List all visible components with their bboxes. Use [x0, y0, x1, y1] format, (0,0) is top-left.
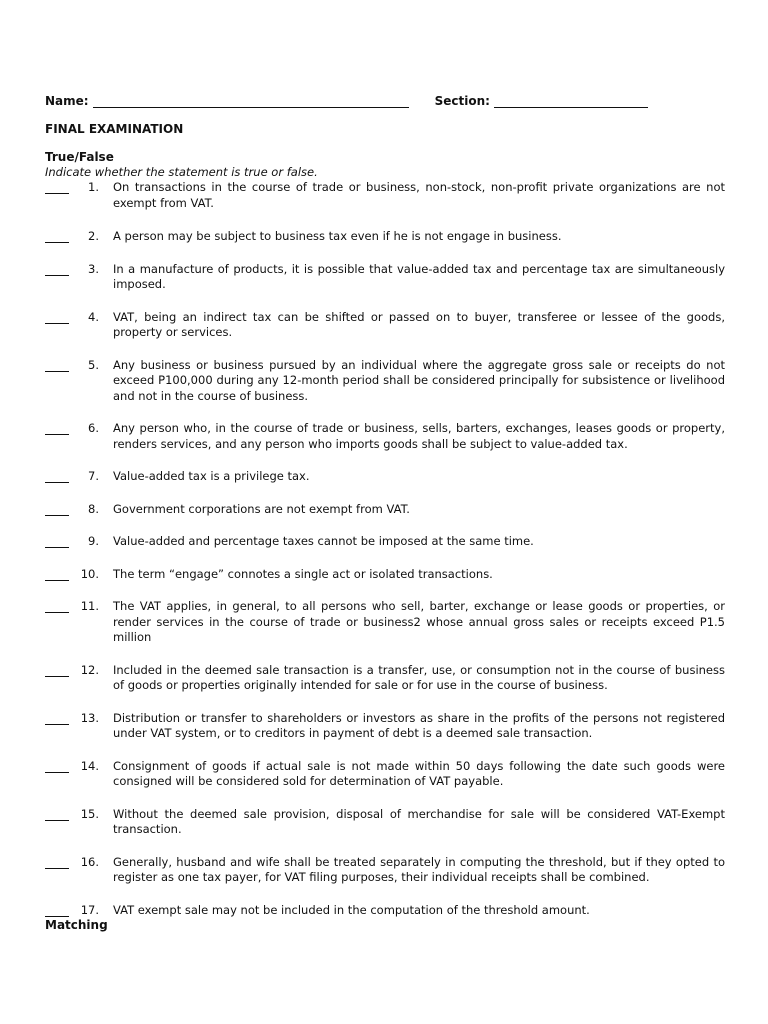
question-number: 9.	[88, 534, 99, 548]
question-number: 8.	[88, 501, 99, 516]
header-row	[45, 88, 725, 108]
answer-blank[interactable]	[45, 807, 69, 821]
true-false-heading: True/False	[45, 150, 114, 164]
question-text: On transactions in the course of trade or business, non-stock, non-profit private organizations are not exempt from VAT.	[113, 180, 725, 210]
question-item	[45, 903, 725, 919]
answer-blank[interactable]	[45, 358, 69, 372]
question-number: 10.	[80, 566, 99, 581]
section-blank[interactable]	[494, 95, 648, 108]
exam-title: FINAL EXAMINATION	[45, 122, 184, 136]
question-text: Any person who, in the course of trade or business, sells, barters, exchanges, leases goods or property, renders services, and any person who imports goods shall be subject to value-added tax.	[113, 421, 725, 451]
question-number: 2.	[88, 229, 99, 243]
answer-blank[interactable]	[45, 567, 69, 581]
question-text: The term “engage” connotes a single act or isolated transactions.	[113, 566, 493, 581]
question-text: The VAT applies, in general, to all persons who sell, barter, exchange or lease goods or properties, or render services in the course of trade or business2 whose annual gross sales or receipts exceed P1.5 million	[113, 599, 725, 644]
question-list	[45, 180, 725, 918]
question-item	[45, 358, 725, 405]
question-number: 3.	[88, 261, 99, 276]
answer-blank[interactable]	[45, 759, 69, 773]
question-number: 14.	[80, 758, 99, 773]
question-text: Without the deemed sale provision, disposal of merchandise for sale will be considered VAT-Exempt transaction.	[113, 806, 725, 836]
question-text: Value-added and percentage taxes cannot be imposed at the same time.	[113, 534, 534, 548]
answer-blank[interactable]	[45, 903, 69, 917]
question-text: Consignment of goods if actual sale is not made within 50 days following the date such goods were consigned will be considered sold for determination of VAT payable.	[113, 758, 725, 788]
question-item	[45, 807, 725, 838]
question-item	[45, 759, 725, 790]
answer-blank[interactable]	[45, 711, 69, 725]
question-item	[45, 663, 725, 694]
question-item	[45, 421, 725, 452]
question-text: VAT, being an indirect tax can be shifted or passed on to buyer, transferee or lessee of the goods, property or services.	[113, 309, 725, 339]
question-text: Value-added tax is a privilege tax.	[113, 469, 310, 483]
name-label: Name:	[45, 94, 89, 108]
question-number: 12.	[80, 662, 99, 677]
section-label: Section:	[434, 94, 490, 108]
question-number: 15.	[80, 806, 99, 821]
question-item	[45, 567, 725, 583]
question-item	[45, 262, 725, 293]
answer-blank[interactable]	[45, 229, 69, 243]
answer-blank[interactable]	[45, 310, 69, 324]
question-item	[45, 855, 725, 886]
question-text: VAT exempt sale may not be included in the computation of the threshold amount.	[113, 902, 590, 917]
exam-page	[45, 88, 725, 932]
question-item	[45, 534, 725, 550]
answer-blank[interactable]	[45, 855, 69, 869]
question-number: 5.	[88, 357, 99, 372]
question-text: Government corporations are not exempt from VAT.	[113, 501, 410, 516]
answer-blank[interactable]	[45, 262, 69, 276]
question-text: Distribution or transfer to shareholders or investors as share in the profits of the persons not registered under VAT system, or to creditors in payment of debt is a deemed sale transaction.	[113, 710, 725, 740]
question-item	[45, 502, 725, 518]
answer-blank[interactable]	[45, 469, 69, 483]
answer-blank[interactable]	[45, 663, 69, 677]
question-number: 4.	[88, 309, 99, 324]
question-number: 13.	[80, 710, 99, 725]
question-number: 6.	[88, 421, 99, 435]
answer-blank[interactable]	[45, 599, 69, 613]
question-number: 7.	[88, 469, 99, 483]
answer-blank[interactable]	[45, 421, 69, 435]
question-item	[45, 229, 725, 245]
matching-heading: Matching	[45, 918, 108, 932]
question-number: 16.	[80, 854, 99, 869]
question-text: A person may be subject to business tax even if he is not engage in business.	[113, 229, 562, 243]
question-number: 11.	[80, 599, 99, 613]
question-text: Generally, husband and wife shall be treated separately in computing the threshold, but if they opted to register as one tax payer, for VAT filing purposes, their individual receipts shall be combined.	[113, 854, 725, 884]
question-text: Any business or business pursued by an individual where the aggregate gross sale or receipts do not exceed P100,000 during any 12-month period shall be considered principally for subsistence or livelihood and not in the course of business.	[113, 357, 725, 403]
question-item	[45, 711, 725, 742]
question-text: Included in the deemed sale transaction is a transfer, use, or consumption not in the course of business of goods or properties originally intended for sale or for use in the course of business.	[113, 662, 725, 692]
question-item	[45, 310, 725, 341]
question-item	[45, 599, 725, 646]
answer-blank[interactable]	[45, 534, 69, 548]
question-number: 17.	[80, 902, 99, 917]
answer-blank[interactable]	[45, 502, 69, 516]
question-text: In a manufacture of products, it is possible that value-added tax and percentage tax are simultaneously imposed.	[113, 261, 725, 291]
question-item	[45, 180, 725, 211]
question-number: 1.	[88, 180, 99, 194]
question-item	[45, 469, 725, 485]
instructions: Indicate whether the statement is true or false.	[45, 165, 318, 179]
name-blank[interactable]	[93, 95, 409, 108]
answer-blank[interactable]	[45, 180, 69, 194]
